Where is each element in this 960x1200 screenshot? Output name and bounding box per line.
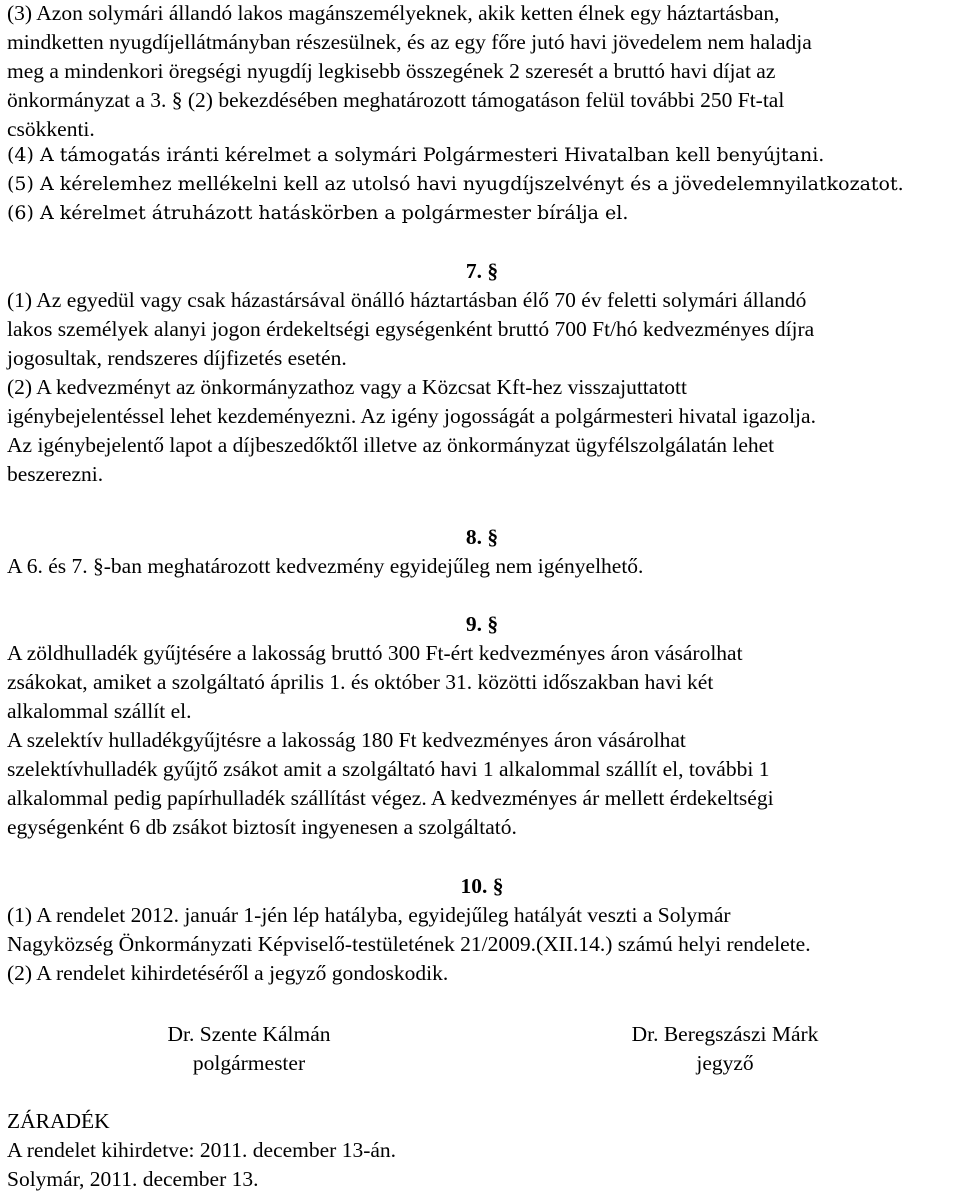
mayor-name: Dr. Szente Kálmán [167,1022,331,1046]
paragraph-line: Nagyközség Önkormányzati Képviselő-testületének 21/2009.(XII.14.) számú helyi rendelete. [7,932,811,956]
section-7-heading: 7. § [465,259,499,283]
paragraph-line: meg a mindenkori öregségi nyugdíj legkisebb összegének 2 szeresét a bruttó havi díjat az [7,59,776,83]
paragraph-line: A 6. és 7. §-ban meghatározott kedvezmény egyidejűleg nem igényelhető. [7,554,644,578]
clause-line: A rendelet kihirdetve: 2011. december 13-án. [7,1138,397,1162]
notary-title: jegyző [696,1051,754,1075]
clause-line: Solymár, 2011. december 13. [7,1167,259,1191]
section-8-heading: 8. § [465,525,499,549]
paragraph-line: mindketten nyugdíjellátmányban részesülnek, és az egy főre jutó havi jövedelem nem haladja [7,30,812,54]
paragraph-5: (5) A kérelemhez mellékelni kell az utolsó havi nyugdíjszelvényt és a jövedelemnyilatkozatot. [7,173,904,195]
paragraph-line: alkalommal szállít el. [7,699,192,723]
paragraph-line: A zöldhulladék gyűjtésére a lakosság bruttó 300 Ft-ért kedvezményes áron vásárolhat [7,641,743,665]
paragraph-line: (1) Az egyedül vagy csak házastársával önálló háztartásban élő 70 év feletti solymári állandó [7,288,807,312]
notary-name: Dr. Beregszászi Márk [631,1022,819,1046]
paragraph-line: alkalommal pedig papírhulladék szállítást végez. A kedvezményes ár mellett érdekeltségi [7,786,774,810]
paragraph-line: lakos személyek alanyi jogon érdekeltségi egységenként bruttó 700 Ft/hó kedvezményes díjra [7,317,815,341]
clause-title: ZÁRADÉK [7,1109,110,1133]
paragraph-4: (4) A támogatás iránti kérelmet a solymári Polgármesteri Hivatalban kell benyújtani. [7,144,825,166]
paragraph-line: (2) A rendelet kihirdetéséről a jegyző gondoskodik. [7,961,449,985]
paragraph-line: (1) A rendelet 2012. január 1-jén lép hatályba, egyidejűleg hatályát veszti a Solymár [7,903,731,927]
paragraph-line: szelektívhulladék gyűjtő zsákot amit a szolgáltató havi 1 alkalommal szállít el, további 1 [7,757,770,781]
section-10-heading: 10. § [460,874,504,898]
mayor-title: polgármester [192,1051,306,1075]
paragraph-line: (2) A kedvezményt az önkormányzathoz vagy a Közcsat Kft-hez visszajuttatott [7,375,687,399]
paragraph-line: csökkenti. [7,117,95,141]
paragraph-6: (6) A kérelmet átruházott hatáskörben a polgármester bírálja el. [7,202,629,224]
paragraph-line: zsákokat, amiket a szolgáltató április 1. és október 31. közötti időszakban havi két [7,670,714,694]
paragraph-line: jogosultak, rendszeres díjfizetés esetén. [7,346,347,370]
paragraph-line: A szelektív hulladékgyűjtésre a lakosság 180 Ft kedvezményes áron vásárolhat [7,728,686,752]
paragraph-line: önkormányzat a 3. § (2) bekezdésében meghatározott támogatáson felül további 250 Ft-tal [7,88,785,112]
section-9-heading: 9. § [465,612,499,636]
paragraph-line: Az igénybejelentő lapot a díjbeszedőktől illetve az önkormányzat ügyfélszolgálatán lehet [7,433,775,457]
paragraph-line: (3) Azon solymári állandó lakos magánszemélyeknek, akik ketten élnek egy háztartásban, [7,1,780,25]
paragraph-line: igénybejelentéssel lehet kezdeményezni. Az igény jogosságát a polgármesteri hivatal igazolja. [7,404,816,428]
paragraph-line: beszerezni. [7,462,104,486]
paragraph-line: egységenként 6 db zsákot biztosít ingyenesen a szolgáltató. [7,815,517,839]
